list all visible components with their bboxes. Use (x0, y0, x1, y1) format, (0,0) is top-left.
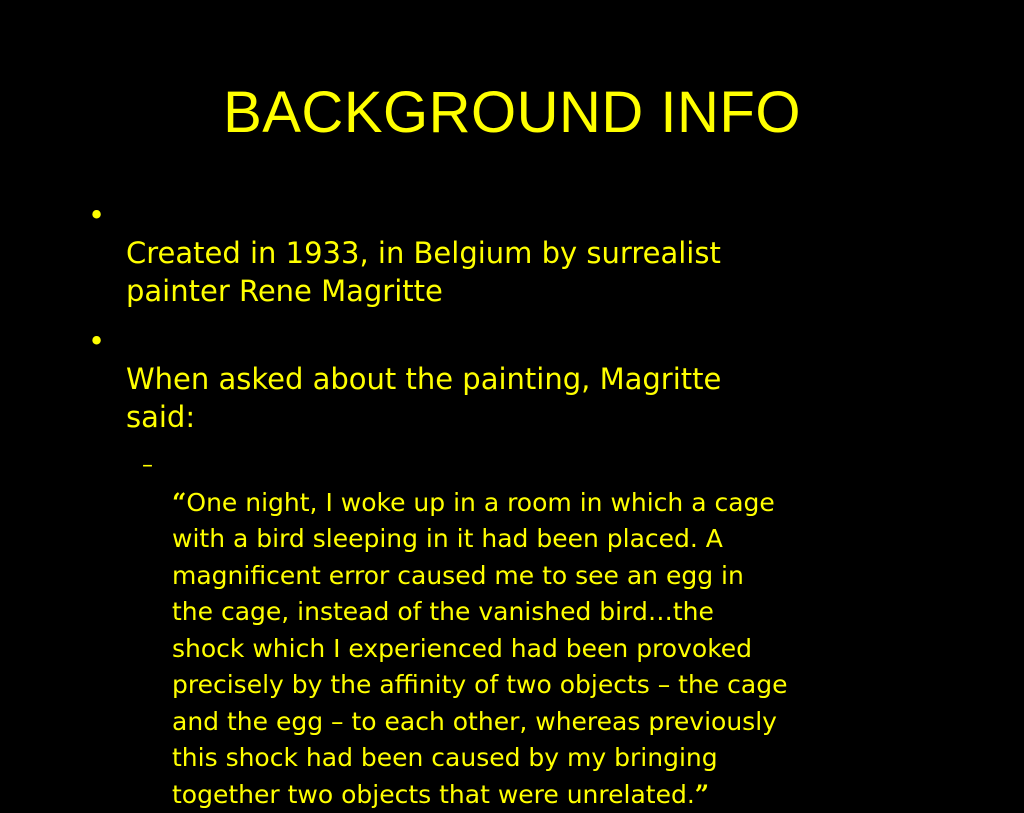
slide-title: BACKGROUND INFO (223, 80, 801, 145)
sub-bullet-marker: – (142, 453, 153, 478)
bullet-item (88, 196, 968, 310)
open-quote: “ (172, 487, 187, 517)
bullet-marker: • (88, 324, 106, 358)
slide-body (88, 196, 968, 813)
quote-text: One night, I woke up in a room in which a cage with a bird sleeping in it had been placed. A magnificent error caused me to see an egg in the cage, instead of the vanished bird…the shock which I experienced had been provoked precisely by the affinity of two objects – the cage and the egg – to each other, whereas previously this shock had been caused by my bringing together two objects that were unrelated. (172, 487, 788, 809)
bullet-marker: • (88, 198, 106, 232)
bullet-text: When asked about the painting, Magritte said: (126, 362, 722, 434)
sub-bullet-item (142, 448, 972, 813)
bullet-text: Created in 1933, in Belgium by surrealist painter Rene Magritte (126, 236, 721, 308)
bullet-item (88, 322, 968, 436)
close-quote: ” (694, 779, 710, 809)
